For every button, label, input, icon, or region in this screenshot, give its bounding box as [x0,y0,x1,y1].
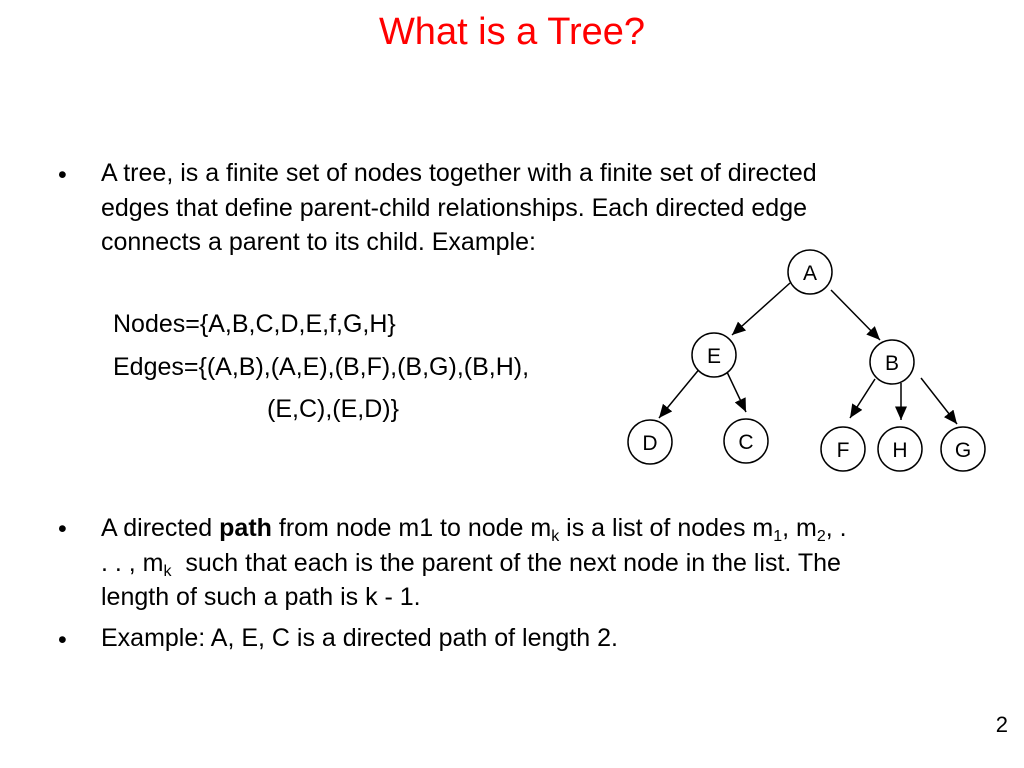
bullet-marker: • [58,161,67,189]
edge-a-b [831,290,880,340]
tree-node-label-c: C [738,431,754,454]
slide-title: What is a Tree? [378,11,646,53]
tree-node-label-g: G [954,439,972,462]
bullet2-line2: . . , $m_k$ such that each is the parent of the next node in the list. The [101,549,841,580]
slide-number: 2 [995,712,1008,737]
bullet-marker: • [58,626,67,654]
bullet-marker: • [58,515,67,543]
bullet2-line3: length of such a path is k - 1. [101,583,421,611]
path-term: path [219,514,272,542]
tree-node-label-d: D [642,432,658,455]
edges-set-line1: Edges={(A,B),(A,E),(B,F),(B,G),(B,H), [113,353,530,381]
tree-node-label-b: B [884,352,900,375]
nodes-set: Nodes={A,B,C,D,E,f,G,H} [113,310,396,338]
bullet1-line1: A tree, is a finite set of nodes together with a finite set of directed [101,159,817,187]
edge-b-f [850,379,875,418]
tree-node-label-e: E [706,345,722,368]
edge-a-e [732,283,790,335]
tree-node-label-h: H [892,439,908,462]
bullet1-line3: connects a parent to its child. Example: [101,228,536,256]
tree-node-label-f: F [836,439,850,462]
edge-e-d [659,367,701,418]
edge-b-g [921,378,957,424]
bullet2-line1: A directed path from node m1 to node $m_k$ is a list of nodes $m_1$, $m_2$, . [101,514,847,545]
bullet3-text: Example: A, E, C is a directed path of length 2. [101,624,618,652]
bullet1-line2: edges that define parent-child relationships. Each directed edge [101,194,808,222]
tree-node-label-a: A [802,262,818,285]
edge-e-c [727,372,746,412]
edges-set-line2: (E,C),(E,D)} [267,395,399,423]
tree-diagram [600,240,1000,480]
